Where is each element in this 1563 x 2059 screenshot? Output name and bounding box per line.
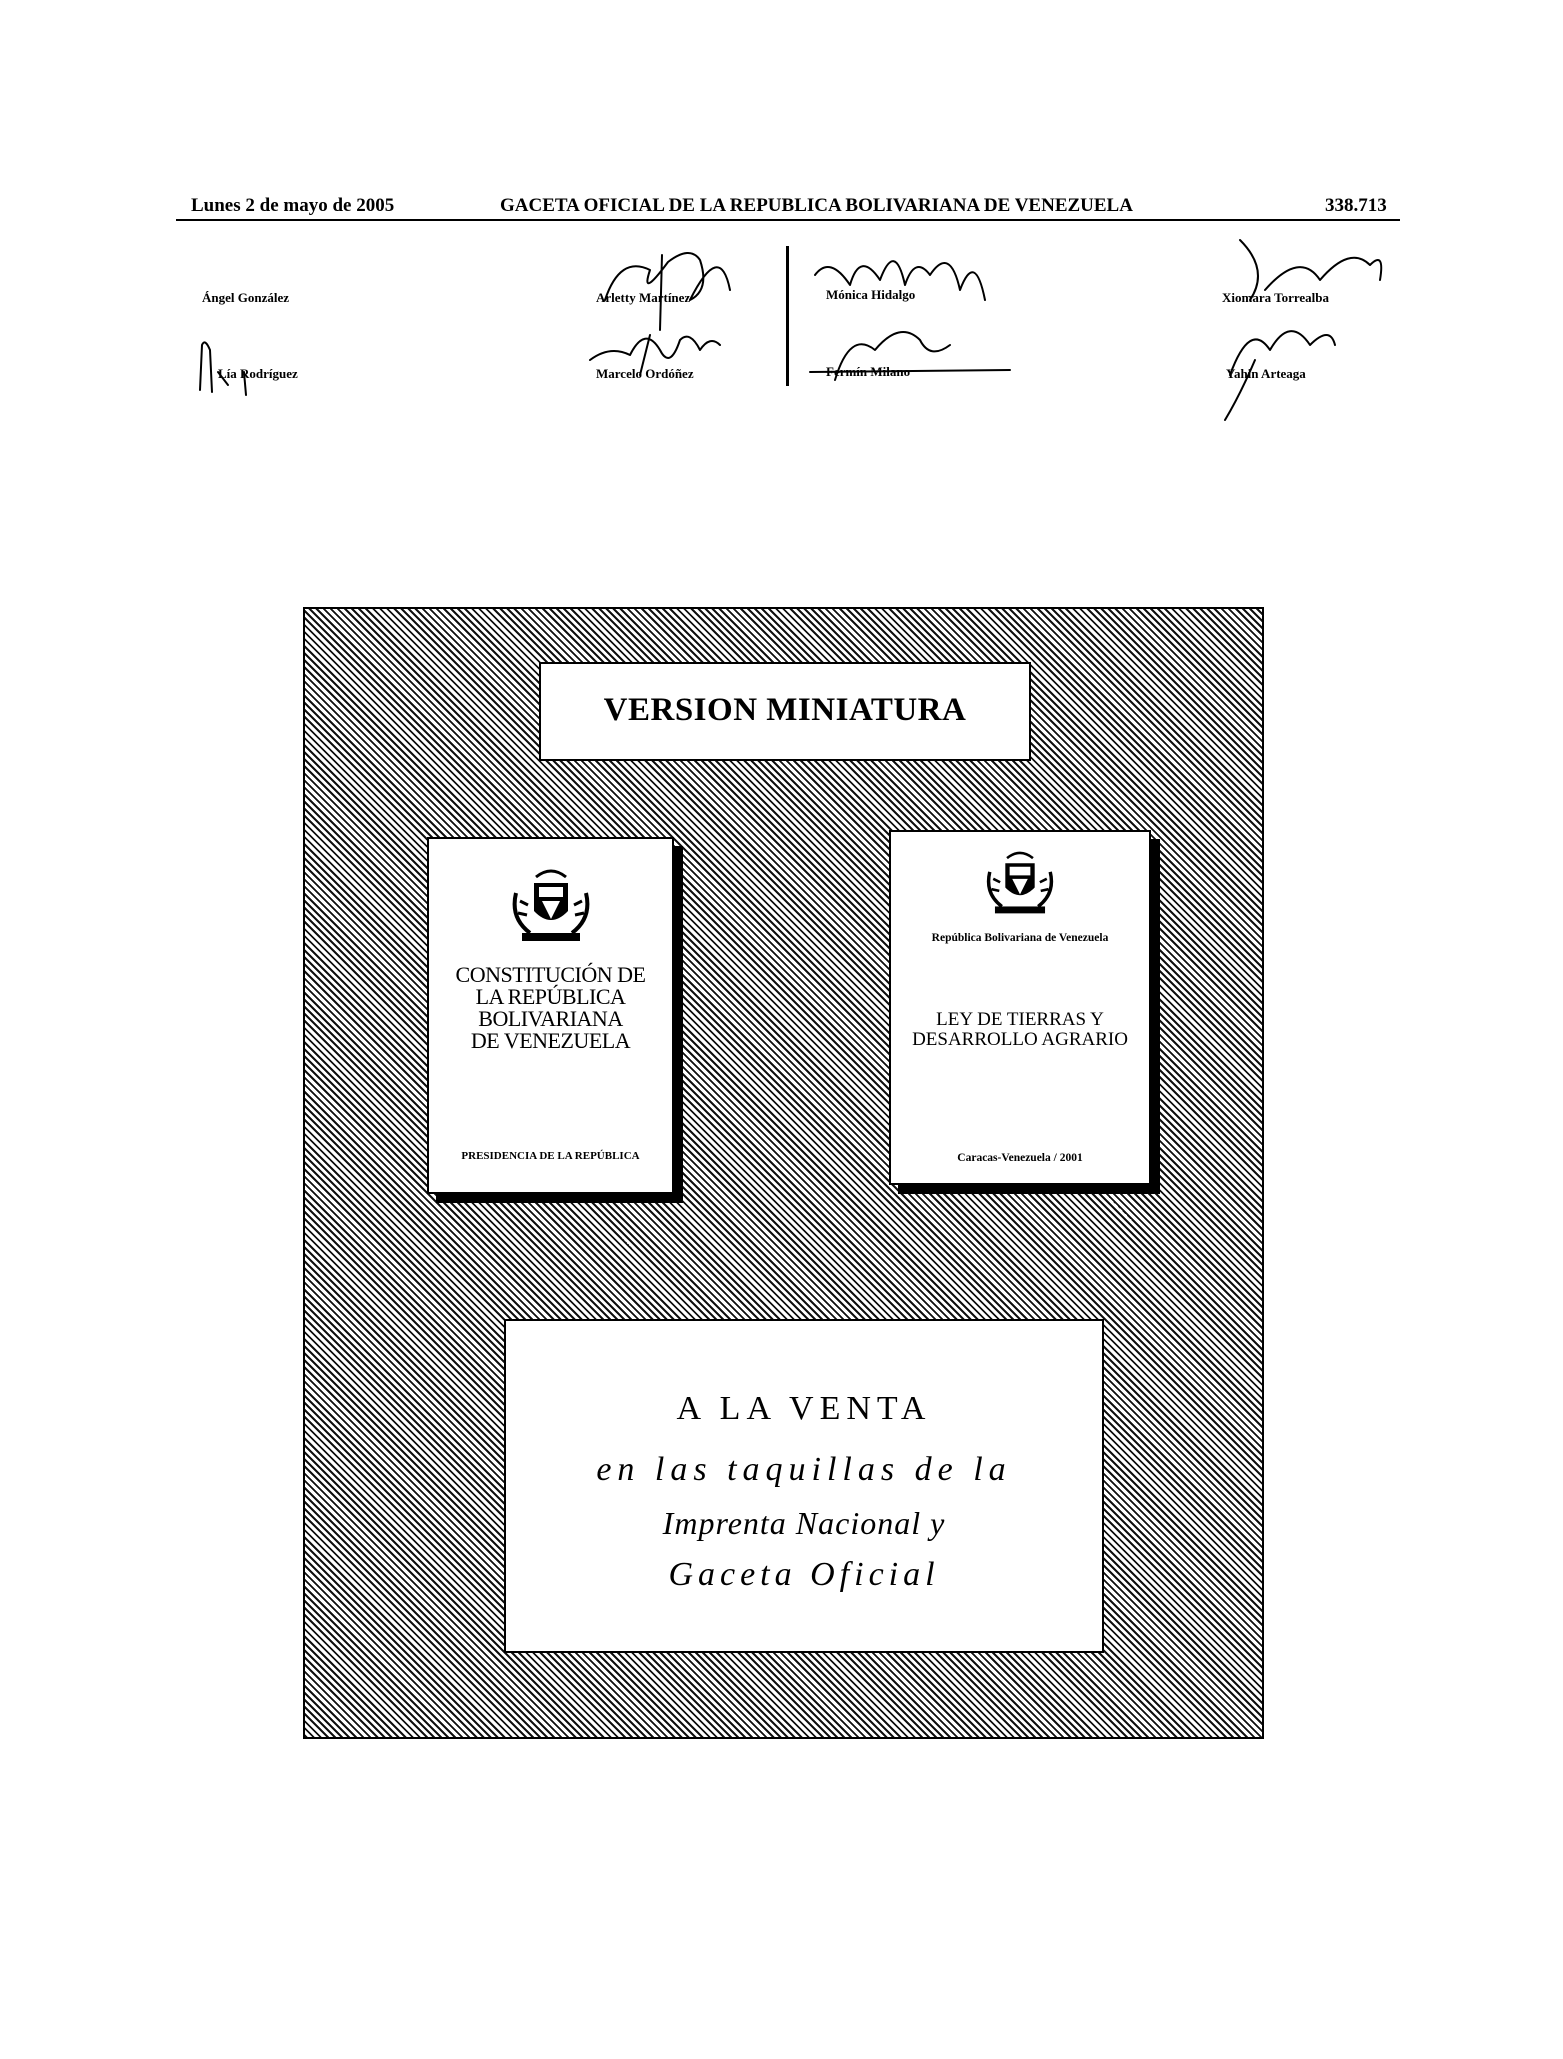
- signatory-arletty-martinez: Arletty Martínez: [596, 290, 691, 305]
- sale-box: [504, 1319, 1104, 1653]
- signatories-block: [0, 0, 1563, 440]
- book-constitucion: [427, 837, 674, 1194]
- sale-line-4: Gaceta Oficial: [668, 1556, 940, 1593]
- publication-title: GACETA OFICIAL DE LA REPUBLICA BOLIVARIANA DE VENEZUELA: [500, 195, 1133, 216]
- ley-header: República Bolivariana de Venezuela: [931, 932, 1109, 944]
- signatory-monica-hidalgo: Mónica Hidalgo: [826, 287, 916, 302]
- signatory-xiomara-torrealba: Xiomara Torrealba: [1222, 290, 1330, 305]
- signatories-divider: [786, 246, 789, 386]
- signatory-yahin-arteaga: Yahin Arteaga: [1226, 366, 1306, 381]
- signatory-lia-rodriguez: Lía Rodríguez: [218, 366, 298, 381]
- book-ley-de-tierras: [889, 830, 1151, 1185]
- ley-footer: Caracas-Venezuela / 2001: [957, 1152, 1083, 1164]
- page-number: 338.713: [1325, 195, 1387, 216]
- constitucion-title-line-2: LA REPÚBLICA: [475, 984, 626, 1009]
- constitucion-title-line-3: BOLIVARIANA: [478, 1006, 623, 1031]
- coat-of-arms-icon: [506, 863, 596, 951]
- sale-line-3: Imprenta Nacional y: [662, 1505, 946, 1541]
- advertisement-panel: [303, 607, 1264, 1739]
- signatory-marcelo-ordonez: Marcelo Ordóñez: [596, 366, 694, 381]
- ley-title-line-2: DESARROLLO AGRARIO: [912, 1029, 1128, 1050]
- constitucion-footer: PRESIDENCIA DE LA REPÚBLICA: [461, 1150, 640, 1162]
- signatory-angel-gonzalez: Ángel González: [202, 290, 290, 305]
- signatory-fermin-milano: Fermín Milano: [826, 364, 911, 379]
- issue-date: Lunes 2 de mayo de 2005: [191, 195, 395, 216]
- ad-title-box: [539, 662, 1031, 761]
- constitucion-title-line-4: DE VENEZUELA: [470, 1028, 631, 1053]
- constitucion-title-line-1: CONSTITUCIÓN DE: [455, 962, 646, 987]
- sale-headline: A LA VENTA: [676, 1390, 932, 1427]
- sale-line-2: en las taquillas de la: [596, 1451, 1012, 1488]
- ad-title: VERSION MINIATURA: [603, 692, 967, 728]
- ley-title-line-1: LEY DE TIERRAS Y: [936, 1009, 1104, 1030]
- coat-of-arms-icon: [980, 846, 1060, 922]
